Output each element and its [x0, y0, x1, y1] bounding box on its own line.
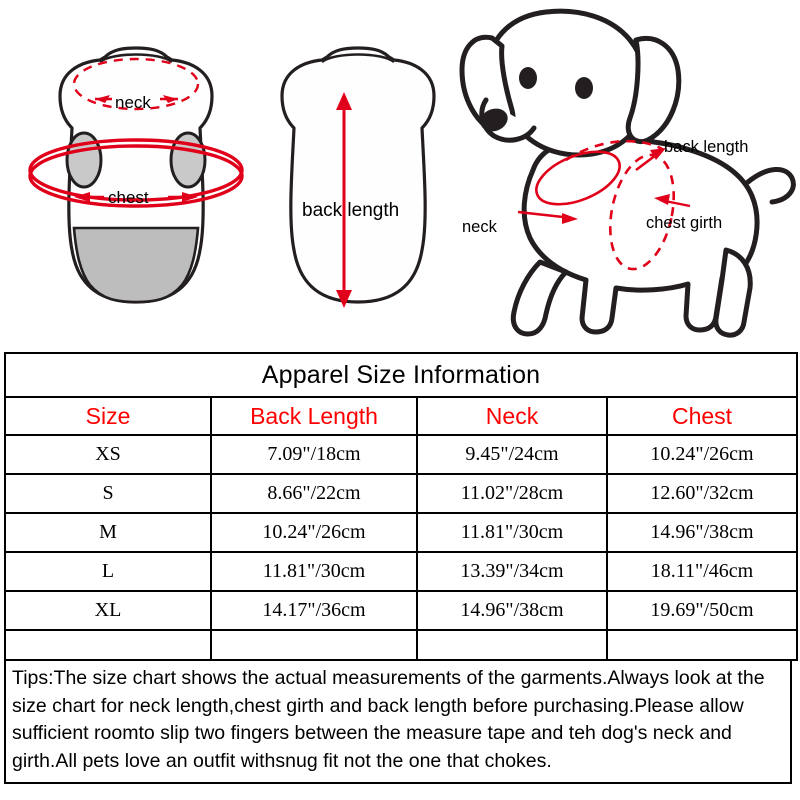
table-row — [5, 435, 797, 474]
cell-back-length: 8.66"/22cm — [211, 474, 417, 513]
dog-neck-label: neck — [462, 218, 497, 236]
garment-back-length-label: back length — [302, 200, 400, 221]
cell-back-length: 7.09"/18cm — [211, 435, 417, 474]
garment-front-chest-label: chest — [108, 188, 149, 207]
cell-neck: 11.02"/28cm — [417, 474, 607, 513]
cell-size: M — [5, 513, 211, 552]
cell-back-length: 10.24"/26cm — [211, 513, 417, 552]
cell-neck — [417, 630, 607, 660]
illustration-area — [0, 0, 800, 352]
table-row — [5, 474, 797, 513]
table-title-row — [5, 353, 797, 397]
cell-chest: 19.69"/50cm — [607, 591, 797, 630]
cell-back-length: 14.17"/36cm — [211, 591, 417, 630]
garment-front-neck-label: neck — [115, 93, 151, 112]
dog-back-length-label: back length — [664, 138, 749, 156]
cell-neck: 9.45"/24cm — [417, 435, 607, 474]
cell-chest: 14.96"/38cm — [607, 513, 797, 552]
cell-chest: 12.60"/32cm — [607, 474, 797, 513]
column-header-size: Size — [5, 397, 211, 435]
table-row — [5, 591, 797, 630]
cell-size: XL — [5, 591, 211, 630]
garment-back-illustration — [282, 48, 434, 308]
apparel-size-table — [4, 352, 798, 661]
cell-size: XS — [5, 435, 211, 474]
dog-chest-girth-label: chest girth — [646, 214, 723, 232]
cell-neck: 13.39"/34cm — [417, 552, 607, 591]
garment-front-illustration — [30, 48, 242, 302]
cell-neck: 14.96"/38cm — [417, 591, 607, 630]
column-header-back-length: Back Length — [211, 397, 417, 435]
cell-size: L — [5, 552, 211, 591]
column-header-chest: Chest — [607, 397, 797, 435]
column-header-neck: Neck — [417, 397, 607, 435]
cell-size — [5, 630, 211, 660]
cell-neck: 11.81"/30cm — [417, 513, 607, 552]
tips-text: Tips:The size chart shows the actual measurements of the garments.Always look at the size chart for neck length,chest girth and back length before purchasing.Please allow sufficient roomto slip two fingers between the measure tape and teh dog's neck and girth.All pets love an outfit withsnug fit not the one that chokes. — [4, 661, 792, 784]
cell-back-length — [211, 630, 417, 660]
table-title: Apparel Size Information — [5, 353, 797, 397]
table-row-empty — [5, 630, 797, 660]
cell-chest — [607, 630, 797, 660]
cell-back-length: 11.81"/30cm — [211, 552, 417, 591]
table-row — [5, 552, 797, 591]
cell-size: S — [5, 474, 211, 513]
table-row — [5, 513, 797, 552]
size-table-container — [4, 352, 796, 784]
cell-chest: 18.11"/46cm — [607, 552, 797, 591]
table-header-row — [5, 397, 797, 435]
cell-chest: 10.24"/26cm — [607, 435, 797, 474]
dog-illustration — [462, 11, 793, 335]
